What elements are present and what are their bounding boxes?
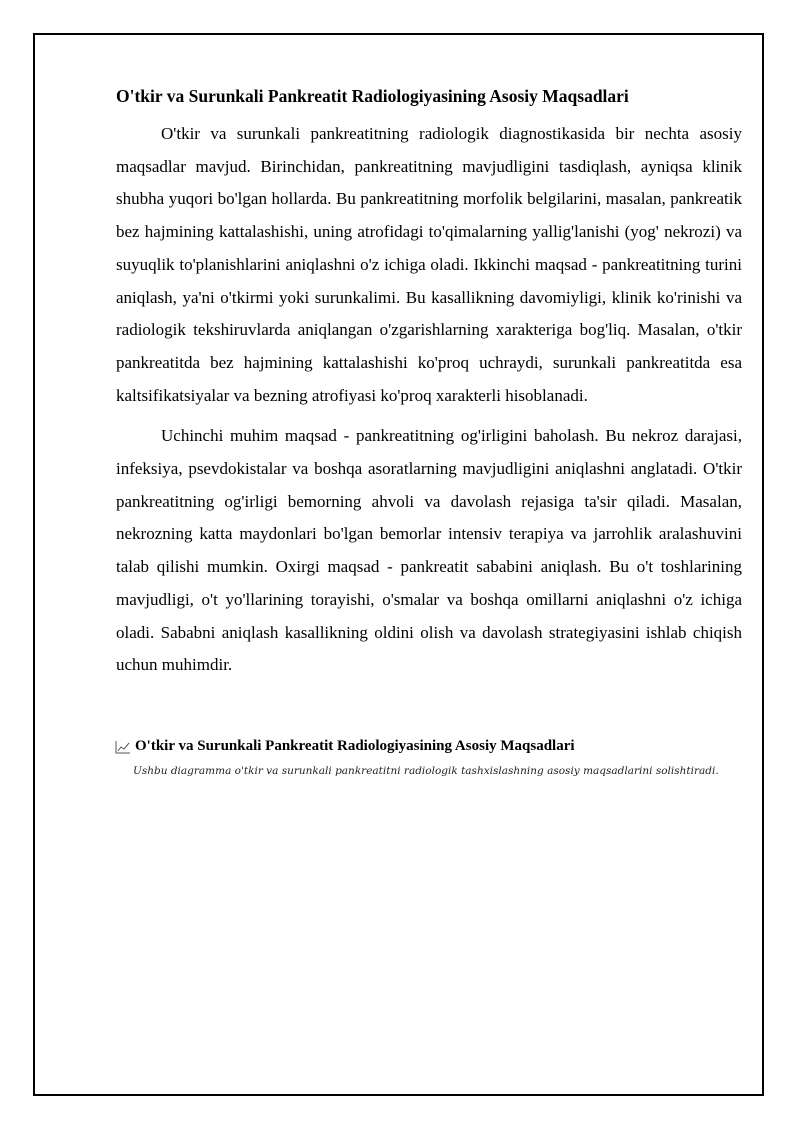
document-body: [116, 84, 742, 690]
figure-caption: Ushbu diagramma o'tkir va surunkali pankreatitni radiologik tashxislashning asosiy maqsadlarini solishtiradi.: [133, 765, 719, 777]
figure-block: [115, 735, 755, 779]
figure-title: O'tkir va Surunkali Pankreatit Radiologiyasining Asosiy Maqsadlari: [135, 738, 575, 754]
section-title: O'tkir va Surunkali Pankreatit Radiologiyasining Asosiy Maqsadlari: [116, 86, 629, 106]
chart-line-icon: [115, 739, 131, 753]
figure-title-row: [115, 735, 755, 757]
paragraph: Uchinchi muhim maqsad - pankreatitning og'irligini baholash. Bu nekroz darajasi, infeksiya, psevdokistalar va boshqa asoratlarning mavjudligini aniqlashni anglatadi. O'tkir pankreatitning og'irligi bemorning ahvoli va davolash rejasiga ta'sir qiladi. Masalan, nekrozning katta maydonlari bo'lgan bemorlar intensiv terapiya va jarrohlik aralashuvini talab qilishi mumkin. Oxirgi maqsad - pankreatit sababini aniqlash. Bu o't toshlarining mavjudligi, o't yo'llarining torayishi, o'smalar va boshqa omillarni aniqlashni o'z ichiga oladi. Sababni aniqlash kasallikning oldini olish va davolash strategiyasini ishlab chiqish uchun muhimdir.: [116, 426, 742, 675]
paragraph: O'tkir va surunkali pankreatitning radiologik diagnostikasida bir nechta asosiy maqsadlar mavjud. Birinchidan, pankreatitning mavjudligini tasdiqlash, ayniqsa klinik shubha yuqori bo'lgan hollarda. Bu pankreatitning morfolik belgilarini, masalan, pankreatik bez hajmining kattalashishi, uning atrofidagi to'qimalarning yallig'lanishi (yog' nekrozi) va suyuqlik to'planishlarini aniqlashni o'z ichiga oladi. Ikkinchi maqsad - pankreatitning turini aniqlash, ya'ni o'tkirmi yoki surunkalimi. Bu kasallikning davomiyligi, klinik ko'rinishi va radiologik tekshiruvlarda aniqlangan o'zgarishlarning xarakteriga bog'liq. Masalan, o'tkir pankreatitda bez hajmining kattalashishi ko'proq uchraydi, surunkali pankreatitda esa kaltsifikatsiyalar va bezning atrofiyasi ko'proq xarakterli hisoblanadi.: [116, 124, 742, 405]
